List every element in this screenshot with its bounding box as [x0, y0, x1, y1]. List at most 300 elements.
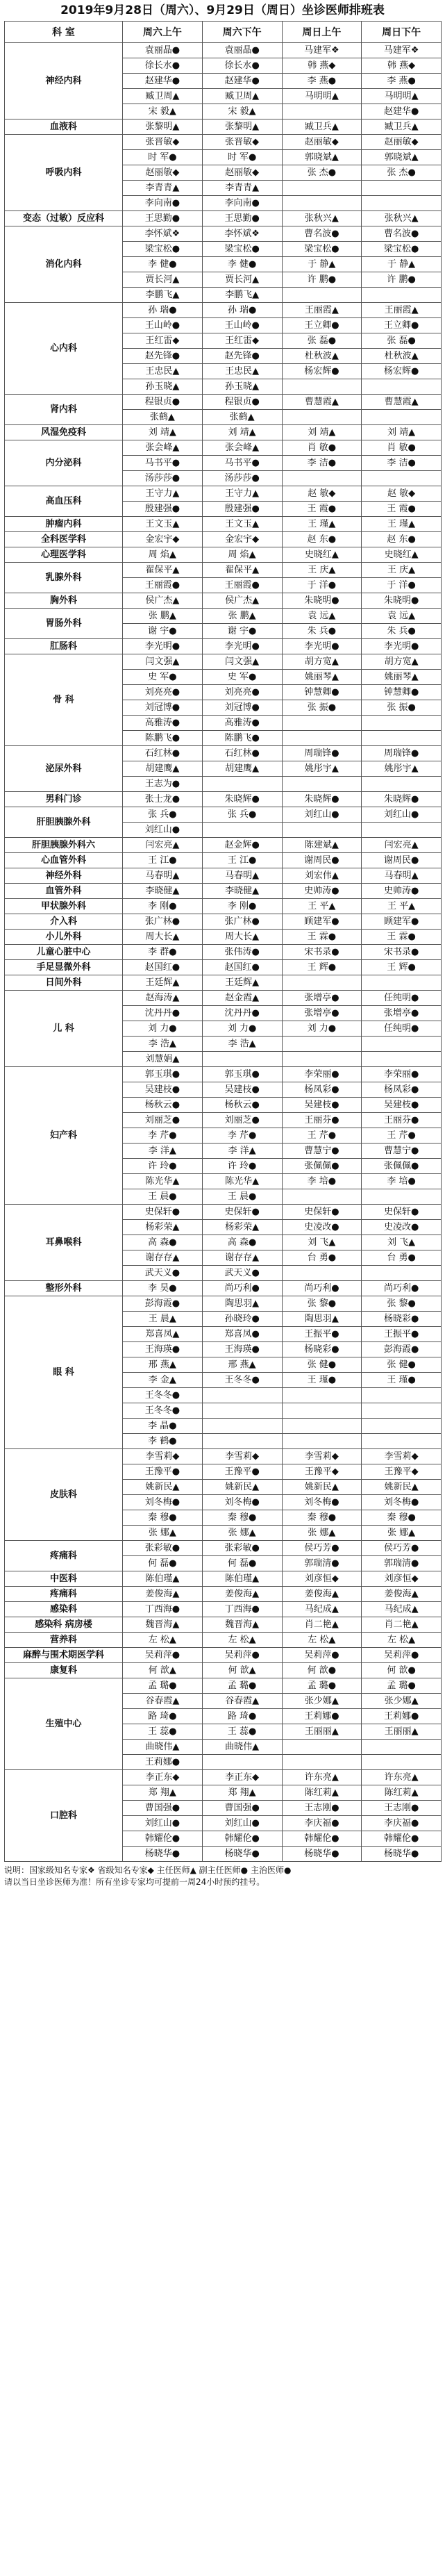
doctor-cell: 史保轩● [202, 1205, 282, 1220]
department-name: 泌尿外科 [5, 746, 123, 792]
doctor-cell: 王 平▲ [282, 899, 362, 914]
doctor-cell: 张少娜▲ [282, 1694, 362, 1709]
doctor-cell: 石红林● [202, 746, 282, 761]
doctor-cell: 左 松▲ [202, 1633, 282, 1648]
doctor-cell: 陈建斌▲ [282, 838, 362, 853]
department-name: 疼痛科 [5, 1541, 123, 1571]
doctor-cell: 郭玉琪● [123, 1067, 203, 1082]
doctor-cell: 曹名波● [282, 226, 362, 242]
department-name: 耳鼻喉科 [5, 1205, 123, 1281]
doctor-cell: 王丽霞● [202, 578, 282, 593]
doctor-cell: 王丽丽▲ [282, 1724, 362, 1740]
doctor-cell: 李雪莉◆ [123, 1449, 203, 1464]
doctor-cell: 姚新民▲ [123, 1480, 203, 1495]
doctor-cell: 贾长河▲ [202, 272, 282, 288]
doctor-cell: 杨彩荣▲ [202, 1220, 282, 1235]
doctor-cell [282, 1403, 362, 1419]
table-row [5, 1541, 442, 1556]
doctor-cell: 刘红山● [362, 807, 442, 823]
doctor-cell [202, 823, 282, 838]
doctor-cell: 秦 穆● [282, 1510, 362, 1526]
department-name: 妇产科 [5, 1067, 123, 1205]
doctor-cell: 陈鹏飞● [202, 731, 282, 746]
doctor-cell: 李荣丽● [362, 1067, 442, 1082]
doctor-cell: 赵金辉● [202, 838, 282, 853]
doctor-cell: 胡建鹰▲ [123, 761, 203, 777]
doctor-cell: 李 培● [362, 1174, 442, 1189]
department-name: 乳腺外科 [5, 563, 123, 593]
doctor-cell: 姚新民▲ [282, 1480, 362, 1495]
department-name: 风湿免疫科 [5, 425, 123, 440]
department-name: 心内科 [5, 303, 123, 395]
doctor-cell: 曹慧宁● [362, 1143, 442, 1159]
doctor-cell: 张伟涛● [202, 945, 282, 960]
doctor-cell: 殷建强● [123, 502, 203, 517]
doctor-cell: 李 金▲ [123, 1373, 203, 1388]
department-name: 血管外科 [5, 884, 123, 899]
doctor-cell: 左 松▲ [282, 1633, 362, 1648]
table-row [5, 609, 442, 624]
doctor-cell: 吴建枝● [202, 1082, 282, 1098]
doctor-cell: 周瑞锋● [282, 746, 362, 761]
doctor-cell [362, 288, 442, 303]
doctor-cell: 马明明▲ [362, 89, 442, 104]
doctor-cell: 魏晋海▲ [202, 1617, 282, 1633]
doctor-cell: 于 洋● [362, 578, 442, 593]
doctor-cell: 周瑞锋● [362, 746, 442, 761]
doctor-cell [362, 1434, 442, 1449]
doctor-cell: 马春明▲ [202, 868, 282, 884]
doctor-cell: 张 鹏▲ [202, 609, 282, 624]
department-name: 儿 科 [5, 991, 123, 1067]
doctor-cell: 李晓健▲ [123, 884, 203, 899]
doctor-cell: 李 洁● [282, 456, 362, 471]
doctor-cell [362, 471, 442, 486]
doctor-cell: 袁丽晶● [123, 43, 203, 58]
doctor-cell [282, 379, 362, 395]
doctor-cell: 胡建鹰▲ [202, 761, 282, 777]
doctor-cell: 马书平● [123, 456, 203, 471]
doctor-cell: 何 歆● [282, 1663, 362, 1678]
doctor-cell [362, 1403, 442, 1419]
doctor-cell: 王山岭● [123, 318, 203, 333]
doctor-cell: 李 洋▲ [123, 1143, 203, 1159]
doctor-cell: 刘红山● [123, 1816, 203, 1831]
doctor-cell: 史帅涛● [362, 884, 442, 899]
doctor-cell: 汤莎莎● [123, 471, 203, 486]
booking-note: 请以当日坐诊医师为准！所有坐诊专家均可提前一周24小时预约挂号。 [4, 1877, 265, 1887]
doctor-cell: 姜俊海▲ [202, 1587, 282, 1602]
doctor-cell: 张 黎● [362, 1296, 442, 1312]
doctor-cell: 袁 远▲ [282, 609, 362, 624]
doctor-cell [362, 1740, 442, 1755]
department-name: 康复科 [5, 1663, 123, 1678]
doctor-cell: 曹国强● [202, 1801, 282, 1816]
doctor-cell: 张增亭● [282, 991, 362, 1006]
doctor-cell: 金宏宇◆ [123, 532, 203, 547]
doctor-cell: 钟慧卿● [282, 685, 362, 700]
doctor-cell: 韩耀伦● [202, 1831, 282, 1847]
doctor-cell: 王志刚● [362, 1801, 442, 1816]
doctor-cell: 李 燕● [362, 74, 442, 89]
department-name: 骨 科 [5, 654, 123, 746]
table-row [5, 853, 442, 868]
doctor-cell [282, 1434, 362, 1449]
doctor-cell: 史晓红▲ [282, 547, 362, 563]
doctor-cell: 王莉娜● [362, 1709, 442, 1724]
department-name: 营养科 [5, 1633, 123, 1648]
doctor-cell [282, 288, 362, 303]
department-name: 男科门诊 [5, 792, 123, 807]
table-row [5, 899, 442, 914]
doctor-cell: 张彩敏● [123, 1541, 203, 1556]
doctor-cell: 刘亮亮● [123, 685, 203, 700]
table-row [5, 119, 442, 135]
doctor-cell: 杨晓华● [123, 1847, 203, 1862]
doctor-cell: 王 瑾● [362, 1373, 442, 1388]
doctor-cell: 于 静▲ [362, 257, 442, 272]
table-row [5, 211, 442, 226]
doctor-cell: 朱 兵● [282, 624, 362, 639]
doctor-cell: 刘红山● [202, 1816, 282, 1831]
doctor-cell: 徐长水● [202, 58, 282, 74]
doctor-cell: 彭海霞● [362, 1342, 442, 1357]
doctor-cell [362, 181, 442, 196]
doctor-cell: 王思勤● [123, 211, 203, 226]
doctor-cell: 谢周民● [282, 853, 362, 868]
department-name: 胸外科 [5, 593, 123, 609]
page-title: 2019年9月28日（周六）、9月29日（周日）坐诊医师排班表 [60, 3, 385, 17]
doctor-cell: 张佩佩● [282, 1159, 362, 1174]
doctor-cell: 孙 瑞● [123, 303, 203, 318]
doctor-cell: 刘彦恒◆ [362, 1571, 442, 1587]
doctor-cell: 王忠民▲ [202, 364, 282, 379]
table-row [5, 868, 442, 884]
doctor-cell: 赵丽敏◆ [362, 135, 442, 150]
doctor-cell: 朱晓明● [282, 593, 362, 609]
doctor-cell: 马书平● [202, 456, 282, 471]
doctor-cell: 李向南● [202, 196, 282, 211]
doctor-cell: 王 瑾● [282, 1373, 362, 1388]
table-row [5, 440, 442, 456]
doctor-cell: 张黎明▲ [202, 119, 282, 135]
doctor-cell: 刘亮亮● [202, 685, 282, 700]
doctor-cell: 杜秋波▲ [282, 349, 362, 364]
table-row [5, 1571, 442, 1587]
doctor-cell: 郑喜凤▲ [123, 1327, 203, 1342]
doctor-cell [282, 471, 362, 486]
doctor-cell: 肖二艳▲ [362, 1617, 442, 1633]
doctor-cell: 胡方宽▲ [362, 654, 442, 670]
doctor-cell: 臧卫周▲ [123, 89, 203, 104]
doctor-cell: 史保轩● [362, 1205, 442, 1220]
doctor-cell: 何 歆▲ [123, 1663, 203, 1678]
doctor-cell: 闫文强▲ [123, 654, 203, 670]
doctor-cell: 王海瑛● [202, 1342, 282, 1357]
doctor-cell: 史保轩● [123, 1205, 203, 1220]
doctor-cell: 吴建枝● [282, 1098, 362, 1113]
doctor-cell: 刘丽芝● [202, 1113, 282, 1128]
doctor-cell: 赵丽敏◆ [123, 165, 203, 181]
doctor-cell: 袁 远▲ [362, 609, 442, 624]
doctor-cell: 杨晓华● [362, 1847, 442, 1862]
table-row [5, 1663, 442, 1678]
doctor-cell: 许 玲● [123, 1159, 203, 1174]
department-name: 感染科 [5, 1602, 123, 1617]
doctor-cell: 李荣丽● [282, 1067, 362, 1082]
department-name: 呼吸内科 [5, 135, 123, 211]
department-name: 小儿外科 [5, 930, 123, 945]
table-row [5, 1648, 442, 1663]
doctor-cell: 韩 燕◆ [362, 58, 442, 74]
doctor-cell [282, 731, 362, 746]
doctor-cell: 王 蕊● [202, 1724, 282, 1740]
table-row [5, 1205, 442, 1220]
department-name: 肿瘤内科 [5, 517, 123, 532]
doctor-cell: 闫文强▲ [202, 654, 282, 670]
doctor-cell: 张 兵● [123, 807, 203, 823]
doctor-cell: 李 燕● [282, 74, 362, 89]
doctor-cell: 李 鹤● [123, 1434, 203, 1449]
doctor-cell: 刘 力● [123, 1021, 203, 1037]
doctor-cell: 史 军● [123, 670, 203, 685]
doctor-cell [282, 1052, 362, 1067]
doctor-cell: 殷建强● [202, 502, 282, 517]
doctor-cell: 刘 力● [202, 1021, 282, 1037]
doctor-cell: 张会峰▲ [202, 440, 282, 456]
doctor-cell: 张广林● [123, 914, 203, 930]
doctor-cell: 姜俊海▲ [123, 1587, 203, 1602]
doctor-cell: 张 兵● [202, 807, 282, 823]
doctor-cell: 任纯明● [362, 991, 442, 1006]
doctor-cell: 张鹤▲ [202, 410, 282, 425]
doctor-cell: 王丽芬● [282, 1113, 362, 1128]
department-name: 神经内科 [5, 43, 123, 119]
doctor-cell [282, 196, 362, 211]
table-row [5, 1633, 442, 1648]
doctor-cell [202, 1434, 282, 1449]
doctor-cell: 何 磊● [202, 1556, 282, 1571]
doctor-cell [362, 1266, 442, 1281]
doctor-cell: 刘冬梅● [282, 1495, 362, 1510]
doctor-cell: 吴建枝● [123, 1082, 203, 1098]
doctor-cell: 杨秋云● [123, 1098, 203, 1113]
doctor-cell: 张士龙● [123, 792, 203, 807]
doctor-cell: 李正东◆ [202, 1770, 282, 1785]
doctor-cell: 李庆福● [362, 1816, 442, 1831]
department-name: 儿童心脏中心 [5, 945, 123, 960]
doctor-cell: 李怀斌❖ [123, 226, 203, 242]
doctor-cell: 武天义● [202, 1266, 282, 1281]
doctor-cell: 陶思羽▲ [202, 1296, 282, 1312]
doctor-cell: 赵先锋● [123, 349, 203, 364]
department-name: 神经外科 [5, 868, 123, 884]
doctor-cell: 马明明▲ [282, 89, 362, 104]
doctor-cell: 孟 璐● [202, 1678, 282, 1694]
doctor-cell: 张会峰▲ [123, 440, 203, 456]
doctor-cell: 韩耀伦● [123, 1831, 203, 1847]
doctor-cell: 何 歆● [362, 1663, 442, 1678]
doctor-cell: 王 芹● [282, 1128, 362, 1143]
doctor-cell: 周大长▲ [123, 930, 203, 945]
table-row [5, 425, 442, 440]
doctor-cell: 孙晓玲● [202, 1312, 282, 1327]
doctor-cell: 谢存存▲ [123, 1250, 203, 1266]
doctor-cell: 郑 翔▲ [123, 1785, 203, 1801]
table-row [5, 930, 442, 945]
doctor-cell: 李光明● [282, 639, 362, 654]
doctor-cell: 陈伯瑾▲ [123, 1571, 203, 1587]
table-row [5, 1770, 442, 1785]
doctor-cell: 史晓红▲ [362, 547, 442, 563]
table-row [5, 532, 442, 547]
doctor-cell: 王丽丽▲ [362, 1724, 442, 1740]
doctor-cell: 姚丽琴▲ [282, 670, 362, 685]
doctor-cell: 王丽霞▲ [362, 303, 442, 318]
doctor-cell: 张秋兴▲ [362, 211, 442, 226]
doctor-cell [362, 1037, 442, 1052]
table-row [5, 486, 442, 502]
department-name: 疼痛科 [5, 1587, 123, 1602]
doctor-cell: 王 辉● [362, 960, 442, 975]
doctor-cell: 吴莉萍● [362, 1648, 442, 1663]
table-row [5, 303, 442, 318]
department-name: 介入科 [5, 914, 123, 930]
doctor-cell: 李 芹● [202, 1128, 282, 1143]
doctor-cell: 于 洋● [282, 578, 362, 593]
doctor-cell: 姚丽琴▲ [362, 670, 442, 685]
doctor-cell: 王冬冬● [123, 1403, 203, 1419]
doctor-cell: 王志为● [123, 777, 203, 792]
table-row [5, 807, 442, 823]
doctor-cell: 翟保平▲ [202, 563, 282, 578]
doctor-cell: 刘冬梅● [123, 1495, 203, 1510]
doctor-cell: 臧卫兵▲ [362, 119, 442, 135]
doctor-cell: 姚新民▲ [202, 1480, 282, 1495]
doctor-cell: 赵 东● [362, 532, 442, 547]
doctor-cell: 刘丽芝● [123, 1113, 203, 1128]
doctor-cell: 王豫平● [202, 1464, 282, 1480]
doctor-cell: 张 健● [282, 1357, 362, 1373]
table-row [5, 395, 442, 410]
doctor-cell: 刘红山● [282, 807, 362, 823]
doctor-cell: 王 晨● [123, 1189, 203, 1205]
doctor-cell: 时 军● [123, 150, 203, 165]
doctor-cell: 程银贞● [123, 395, 203, 410]
department-name: 日间外科 [5, 975, 123, 991]
department-name: 消化内科 [5, 226, 123, 303]
doctor-cell: 李 洋▲ [202, 1143, 282, 1159]
doctor-cell: 李 培● [282, 1174, 362, 1189]
doctor-cell [202, 1419, 282, 1434]
doctor-cell: 张 杰● [282, 165, 362, 181]
doctor-cell: 王 晨▲ [123, 1312, 203, 1327]
doctor-cell: 姜俊海▲ [282, 1587, 362, 1602]
doctor-cell: 许 鹏● [282, 272, 362, 288]
table-row [5, 1678, 442, 1694]
doctor-cell: 姚新民▲ [362, 1480, 442, 1495]
doctor-cell: 杨晓华● [202, 1847, 282, 1862]
table-row [5, 884, 442, 899]
table-row [5, 838, 442, 853]
doctor-cell: 闫宏亮▲ [362, 838, 442, 853]
doctor-cell: 尚巧利● [282, 1281, 362, 1296]
doctor-cell: 赵建华● [123, 74, 203, 89]
doctor-cell: 王冬冬● [123, 1388, 203, 1403]
doctor-cell: 邢 燕▲ [202, 1357, 282, 1373]
doctor-cell: 郭玉琪● [202, 1067, 282, 1082]
doctor-cell: 郑 翔▲ [202, 1785, 282, 1801]
doctor-cell: 王 蕊● [123, 1724, 203, 1740]
doctor-cell: 王 晨● [202, 1189, 282, 1205]
doctor-cell: 曹名波● [362, 226, 442, 242]
doctor-cell: 李 健● [123, 257, 203, 272]
doctor-cell: 沈丹丹● [202, 1006, 282, 1021]
doctor-cell: 陈红莉▲ [362, 1785, 442, 1801]
doctor-cell: 秦 穆● [202, 1510, 282, 1526]
doctor-cell: 石红林● [123, 746, 203, 761]
doctor-cell: 王廷辉▲ [202, 975, 282, 991]
doctor-cell: 王 辉● [282, 960, 362, 975]
doctor-cell: 任纯明● [362, 1021, 442, 1037]
doctor-cell: 刘 靖▲ [123, 425, 203, 440]
doctor-cell: 郭瑞清● [282, 1556, 362, 1571]
department-name: 变态（过敏）反应科 [5, 211, 123, 226]
doctor-cell: 郭晓斌▲ [362, 150, 442, 165]
doctor-cell: 台 勇● [362, 1250, 442, 1266]
doctor-cell: 王 芹● [362, 1128, 442, 1143]
doctor-cell: 彭海霞● [123, 1296, 203, 1312]
doctor-cell: 吴建枝● [362, 1098, 442, 1113]
doctor-cell: 张广林● [202, 914, 282, 930]
doctor-cell: 路 琦● [123, 1709, 203, 1724]
department-name: 皮肤科 [5, 1449, 123, 1541]
doctor-cell: 史凌改● [282, 1220, 362, 1235]
doctor-cell [282, 1740, 362, 1755]
doctor-cell: 刘冠博● [202, 700, 282, 716]
table-row [5, 991, 442, 1006]
doctor-cell [202, 1052, 282, 1067]
doctor-cell [362, 1755, 442, 1770]
doctor-cell: 刘冬梅● [362, 1495, 442, 1510]
table-row [5, 639, 442, 654]
doctor-cell: 张佩佩● [362, 1159, 442, 1174]
doctor-cell: 赵金霞▲ [202, 991, 282, 1006]
doctor-cell: 孙玉晓▲ [123, 379, 203, 395]
doctor-cell: 谢 宇● [202, 624, 282, 639]
doctor-cell: 吴莉萍● [282, 1648, 362, 1663]
table-row [5, 1602, 442, 1617]
doctor-cell: 臧卫周▲ [202, 89, 282, 104]
doctor-cell: 赵 敏◆ [282, 486, 362, 502]
doctor-cell: 胡方宽▲ [282, 654, 362, 670]
doctor-cell: 赵国红● [123, 960, 203, 975]
doctor-cell: 郑喜凤● [202, 1327, 282, 1342]
doctor-cell: 丁西海● [202, 1602, 282, 1617]
doctor-cell: 王 霖● [362, 930, 442, 945]
header-sun-am: 周日上午 [282, 22, 362, 43]
header-sun-pm: 周日下午 [362, 22, 442, 43]
doctor-cell [282, 1037, 362, 1052]
doctor-cell [202, 777, 282, 792]
doctor-cell: 孟 璐● [123, 1678, 203, 1694]
doctor-cell: 杨晓彩● [362, 1312, 442, 1327]
doctor-cell: 吴莉萍● [202, 1648, 282, 1663]
doctor-cell: 王志刚● [282, 1801, 362, 1816]
doctor-cell: 肖 敏● [282, 440, 362, 456]
department-name: 肾内科 [5, 395, 123, 425]
doctor-cell: 郭晓斌▲ [282, 150, 362, 165]
